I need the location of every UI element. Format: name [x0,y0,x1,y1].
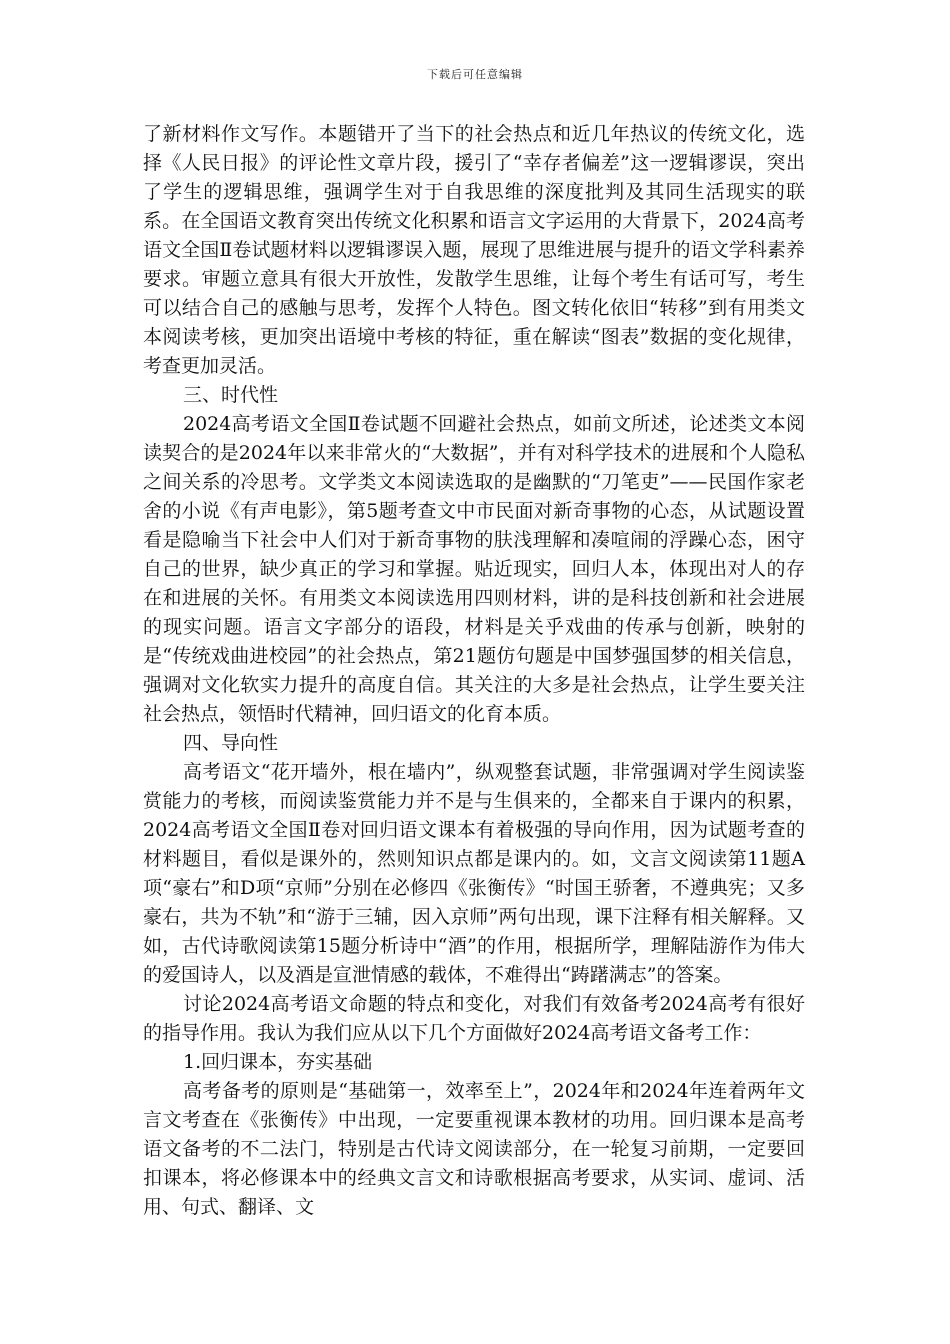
paragraph-guidance: 高考语文“花开墙外，根在墙内”，纵观整套试题，非常强调对学生阅读鉴赏能力的考核，而阅读鉴赏能力并不是与生俱来的，全都来自于课内的积累，2024高考语文全国Ⅱ卷对回归语文课本有着极强的导向作用，因为试题考查的材料题目，看似是课外的，然则知识点都是课内的。如，文言文阅读第11题A项“豪右”和D项“京师”分别在必修四《张衡传》“时国王骄奢，不遵典宪；又多豪右，共为不轨”和“游于三辅，因入京师”两句出现，课下注释有相关解释。又如，古代诗歌阅读第15题分析诗中“酒”的作用，根据所学，理解陆游作为伟大的爱国诗人，以及酒是宣泄情感的载体，不难得出“踌躇满志”的答案。 [143,761,805,986]
section-heading-guidance: 四、导向性 [183,732,279,754]
subheading-return-to-textbook: 1.回归课本，夯实基础 [183,1051,373,1073]
document-body [143,120,805,1222]
section-heading-era: 三、时代性 [183,384,279,406]
paragraph-continuation: 了新材料作文写作。本题错开了当下的社会热点和近几年热议的传统文化，选择《人民日报》的评论性文章片段，援引了“幸存者偏差”这一逻辑谬误，突出了学生的逻辑思维，强调学生对于自我思维的深度批判及其同生活现实的联系。在全国语文教育突出传统文化积累和语言文字运用的大背景下，2024高考语文全国Ⅱ卷试题材料以逻辑谬误入题，展现了思维进展与提升的语文学科素养要求。审题立意具有很大开放性，发散学生思维，让每个考生有话可写，考生可以结合自己的感触与思考，发挥个人特色。图文转化依旧“转移”到有用类文本阅读考核，更加突出语境中考核的特征，重在解读“图表”数据的变化规律，考查更加灵活。 [143,123,805,377]
paragraph-review-principle: 高考备考的原则是“基础第一，效率至上”，2024年和2024年连着两年文言文考查在《张衡传》中出现，一定要重视课本教材的功用。回归课本是高考语文备考的不二法门，特别是古代诗文阅读部分，在一轮复习前期，一定要回扣课本，将必修课本中的经典文言文和诗歌根据高考要求，从实词、虚词、活用、句式、翻译、文 [143,1080,805,1218]
paragraph-era: 2024高考语文全国Ⅱ卷试题不回避社会热点，如前文所述，论述类文本阅读契合的是2024年以来非常火的“大数据”，并有对科学技术的进展和个人隐私之间关系的冷思考。文学类文本阅读选取的是幽默的“刀笔吏”——民国作家老舍的小说《有声电影》，第5题考查文中市民面对新奇事物的心态，从试题设置看是隐喻当下社会中人们对于新奇事物的肤浅理解和凑喧闹的浮躁心态，困守自己的世界，缺少真正的学习和掌握。贴近现实，回归人本，体现出对人的存在和进展的关怀。有用类文本阅读选用四则材料，讲的是科技创新和社会进展的现实问题。语言文字部分的语段，材料是关乎戏曲的传承与创新，映射的是“传统戏曲进校园”的社会热点，第21题仿句题是中国梦强国梦的相关信息，强调对文化软实力提升的高度自信。其关注的大多是社会热点，让学生要关注社会热点，领悟时代精神，回归语文的化育本质。 [143,413,805,725]
paragraph-discussion: 讨论2024高考语文命题的特点和变化，对我们有效备考2024高考有很好的指导作用。我认为我们应从以下几个方面做好2024高考语文备考工作： [143,993,805,1044]
header-note: 下载后可任意编辑 [427,68,523,81]
